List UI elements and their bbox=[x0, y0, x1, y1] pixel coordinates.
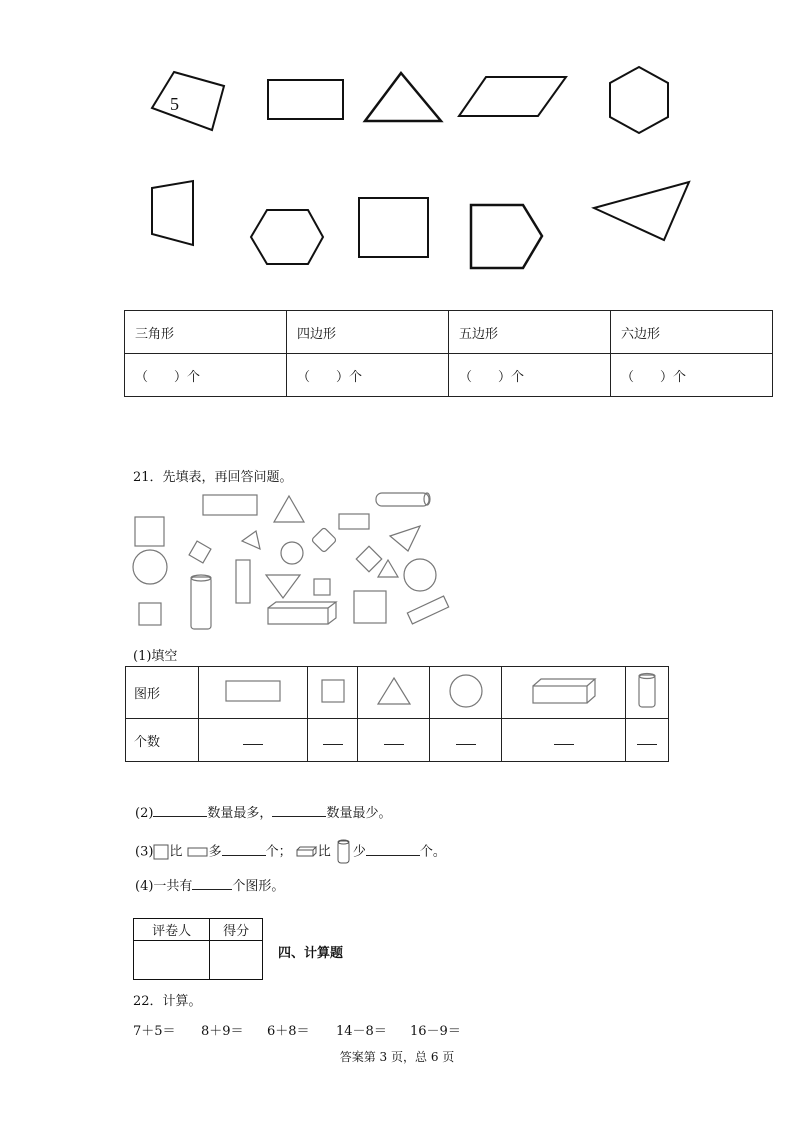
part3-number: (3) bbox=[135, 844, 154, 860]
circle-icon bbox=[447, 672, 485, 710]
part3-blank-more[interactable] bbox=[222, 842, 266, 856]
part2-number: (2) bbox=[135, 806, 154, 821]
answer-cell[interactable]: （ ）个 bbox=[287, 354, 449, 397]
row-label-count: 个数 bbox=[126, 719, 199, 762]
count-cell[interactable] bbox=[199, 719, 308, 762]
square-figure bbox=[357, 196, 431, 260]
part3-text-bi: 比 bbox=[169, 844, 183, 860]
rectangle-icon bbox=[187, 846, 209, 858]
score-input-row bbox=[134, 941, 263, 980]
shape-row bbox=[126, 667, 669, 719]
part2-text-least: 数量最少。 bbox=[326, 806, 392, 821]
q21-shapes-illustration bbox=[128, 488, 458, 634]
problem-item: 14－8＝ bbox=[336, 1024, 387, 1039]
problem-item: 8＋9＝ bbox=[201, 1024, 244, 1039]
score-label: 得分 bbox=[210, 919, 263, 941]
score-box bbox=[133, 918, 263, 980]
count-row bbox=[126, 719, 669, 762]
rectangle-icon bbox=[224, 679, 282, 703]
triangle-icon bbox=[375, 675, 413, 707]
header-cell: 六边形 bbox=[611, 311, 773, 354]
part2-blank-most[interactable] bbox=[153, 803, 207, 817]
answer-cell[interactable]: （ ）个 bbox=[611, 354, 773, 397]
problem-item: 6＋8＝ bbox=[267, 1024, 310, 1039]
reviewer-label: 评卷人 bbox=[134, 919, 210, 941]
answer-blank[interactable] bbox=[637, 732, 657, 745]
triangle-figure-2 bbox=[590, 178, 694, 244]
cuboid-icon bbox=[296, 846, 318, 858]
q22-title: 22．计算。 bbox=[133, 994, 202, 1009]
answer-blank[interactable] bbox=[243, 732, 263, 745]
score-cell[interactable] bbox=[210, 941, 263, 980]
row-label-shape: 图形 bbox=[126, 667, 199, 719]
cell-rectangle bbox=[199, 667, 308, 719]
q22-problems bbox=[133, 1020, 461, 1039]
part3-text-ge: 个； bbox=[265, 844, 292, 860]
cell-cylinder bbox=[626, 667, 669, 719]
part4-text-start: (4)一共有 bbox=[135, 879, 193, 894]
part3-text-bi2: 比 bbox=[317, 844, 331, 860]
hexagon-figure-1 bbox=[606, 64, 672, 136]
parallelogram-figure bbox=[456, 74, 570, 120]
section-title: 四、计算题 bbox=[278, 946, 344, 961]
header-cell: 五边形 bbox=[449, 311, 611, 354]
problem-item: 7＋5＝ bbox=[133, 1024, 176, 1039]
header-cell: 四边形 bbox=[287, 311, 449, 354]
quadrilateral-5-figure bbox=[148, 68, 228, 132]
count-cell[interactable] bbox=[308, 719, 358, 762]
reviewer-cell[interactable] bbox=[134, 941, 210, 980]
count-cell[interactable] bbox=[430, 719, 502, 762]
answer-blank[interactable] bbox=[323, 732, 343, 745]
part4-text-end: 个图形。 bbox=[232, 879, 285, 894]
score-header-row bbox=[134, 919, 263, 941]
part2-text-most: 数量最多， bbox=[207, 806, 273, 821]
answer-blank[interactable] bbox=[554, 732, 574, 745]
polygon-count-table bbox=[124, 310, 773, 397]
shape-count-table bbox=[125, 666, 669, 762]
cell-circle bbox=[430, 667, 502, 719]
count-cell[interactable] bbox=[502, 719, 626, 762]
pentagon-figure bbox=[468, 202, 546, 272]
cell-cuboid bbox=[502, 667, 626, 719]
cylinder-icon bbox=[335, 838, 353, 866]
cylinder-icon bbox=[636, 671, 658, 711]
header-cell: 三角形 bbox=[125, 311, 287, 354]
part2-blank-least[interactable] bbox=[272, 803, 326, 817]
square-icon bbox=[153, 844, 169, 860]
part3-blank-less[interactable] bbox=[366, 842, 420, 856]
part4-blank-total[interactable] bbox=[192, 876, 232, 890]
table-header-row bbox=[125, 311, 773, 354]
page-footer: 答案第 3 页，总 6 页 bbox=[339, 1050, 455, 1064]
answer-blank[interactable] bbox=[456, 732, 476, 745]
part3-text-shao: 少 bbox=[352, 844, 366, 860]
fill-blank-title: (1)填空 bbox=[133, 649, 178, 664]
q21-part4 bbox=[135, 875, 284, 894]
count-cell[interactable] bbox=[358, 719, 430, 762]
part3-text-end: 个。 bbox=[419, 844, 446, 860]
problem-item: 16－9＝ bbox=[410, 1024, 461, 1039]
cell-square bbox=[308, 667, 358, 719]
triangle-figure bbox=[362, 70, 444, 124]
answer-blank[interactable] bbox=[384, 732, 404, 745]
trapezoid-figure bbox=[148, 178, 198, 250]
cuboid-icon bbox=[531, 676, 597, 706]
count-cell[interactable] bbox=[626, 719, 669, 762]
answer-cell[interactable]: （ ）个 bbox=[449, 354, 611, 397]
part3-text-duo: 多 bbox=[208, 844, 222, 860]
q21-part3 bbox=[135, 838, 446, 866]
shape-label-5: 5 bbox=[170, 94, 179, 114]
q21-part2 bbox=[135, 802, 391, 821]
table-answer-row bbox=[125, 354, 773, 397]
rectangle-figure bbox=[266, 78, 346, 122]
hexagon-figure-2 bbox=[248, 206, 326, 268]
square-icon bbox=[320, 678, 346, 704]
answer-cell[interactable]: （ ）个 bbox=[125, 354, 287, 397]
cell-triangle bbox=[358, 667, 430, 719]
q21-title: 21．先填表，再回答问题。 bbox=[133, 470, 293, 485]
